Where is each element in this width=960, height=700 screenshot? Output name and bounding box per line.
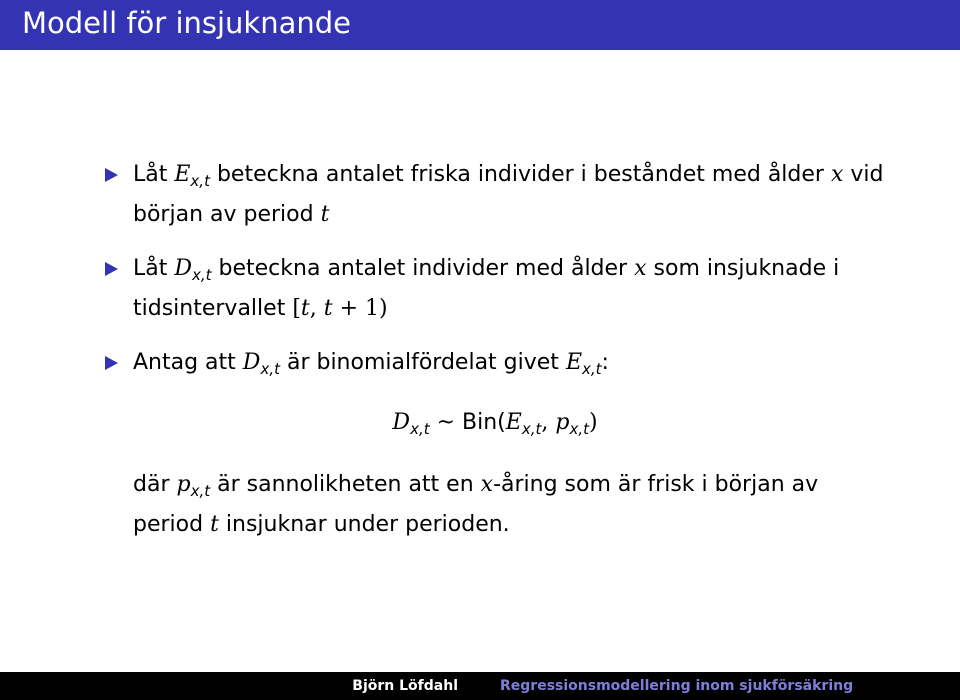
math-var: D	[174, 256, 192, 281]
footer-talk-title: Regressionsmodellering inom sjukförsäkring	[500, 678, 854, 694]
bullet-item-2	[105, 252, 885, 326]
footer-author-panel	[0, 672, 480, 700]
binomial-formula	[105, 406, 885, 446]
slide-header	[0, 0, 960, 50]
explanation-paragraph	[105, 468, 885, 542]
math-var: p	[176, 472, 191, 497]
text: Låt	[133, 256, 175, 281]
text: Låt	[133, 162, 175, 187]
text: insjuknar under perioden.	[218, 512, 510, 537]
text: som insjuknade i tidsintervallet	[133, 256, 840, 321]
math-subscript: x,t	[410, 420, 430, 438]
math-function: Bin(	[462, 410, 506, 435]
math-var: t	[210, 512, 219, 537]
math-var: D	[392, 410, 411, 435]
math-var: p	[555, 410, 570, 435]
math-var: E	[174, 162, 191, 187]
math-subscript: x,t	[190, 482, 211, 500]
text: -åring som är frisk i början av period	[133, 472, 819, 537]
text: Antag att	[133, 350, 243, 375]
math-var: t	[320, 202, 330, 227]
math-var: E	[565, 350, 582, 375]
math-subscript: x,t	[190, 172, 210, 190]
triangle-bullet-icon	[105, 262, 118, 276]
text: beteckna antalet individer med ålder	[211, 256, 635, 281]
triangle-bullet-icon	[105, 168, 118, 182]
math-var: D	[242, 350, 261, 375]
math-subscript: x,t	[192, 266, 212, 284]
text: är sannolikheten att en	[210, 472, 481, 497]
text: vid början av period	[133, 162, 884, 227]
math-symbol: ,	[541, 410, 556, 435]
slide-footer	[0, 672, 960, 700]
math-var: x	[830, 162, 844, 187]
footer-author: Björn Löfdahl	[352, 678, 458, 694]
triangle-bullet-icon	[105, 356, 118, 370]
slide-content	[105, 158, 885, 542]
math-subscript: x,t	[582, 360, 602, 378]
math-symbol: + 1)	[332, 296, 388, 321]
text: beteckna antalet friska individer i beståndet med ålder	[209, 162, 831, 187]
bullet-item-1	[105, 158, 885, 232]
math-var: t	[323, 296, 333, 321]
text: där	[133, 472, 177, 497]
footer-talk-panel	[480, 672, 960, 700]
bullet-item-3	[105, 346, 885, 386]
math-subscript: x,t	[521, 420, 542, 438]
text: :	[601, 350, 609, 375]
math-subscript: x,t	[569, 420, 589, 438]
math-var: E	[505, 410, 522, 435]
math-symbol: )	[588, 410, 598, 435]
math-var: x	[480, 472, 494, 497]
slide-title: Modell för insjuknande	[22, 6, 351, 40]
math-var: x	[634, 256, 647, 281]
math-subscript: x,t	[260, 360, 280, 378]
math-var: t	[300, 296, 310, 321]
math-symbol: [	[292, 296, 301, 321]
text: är binomialfördelat givet	[279, 350, 566, 375]
math-symbol: ~	[429, 410, 463, 435]
math-symbol: ,	[309, 296, 324, 321]
